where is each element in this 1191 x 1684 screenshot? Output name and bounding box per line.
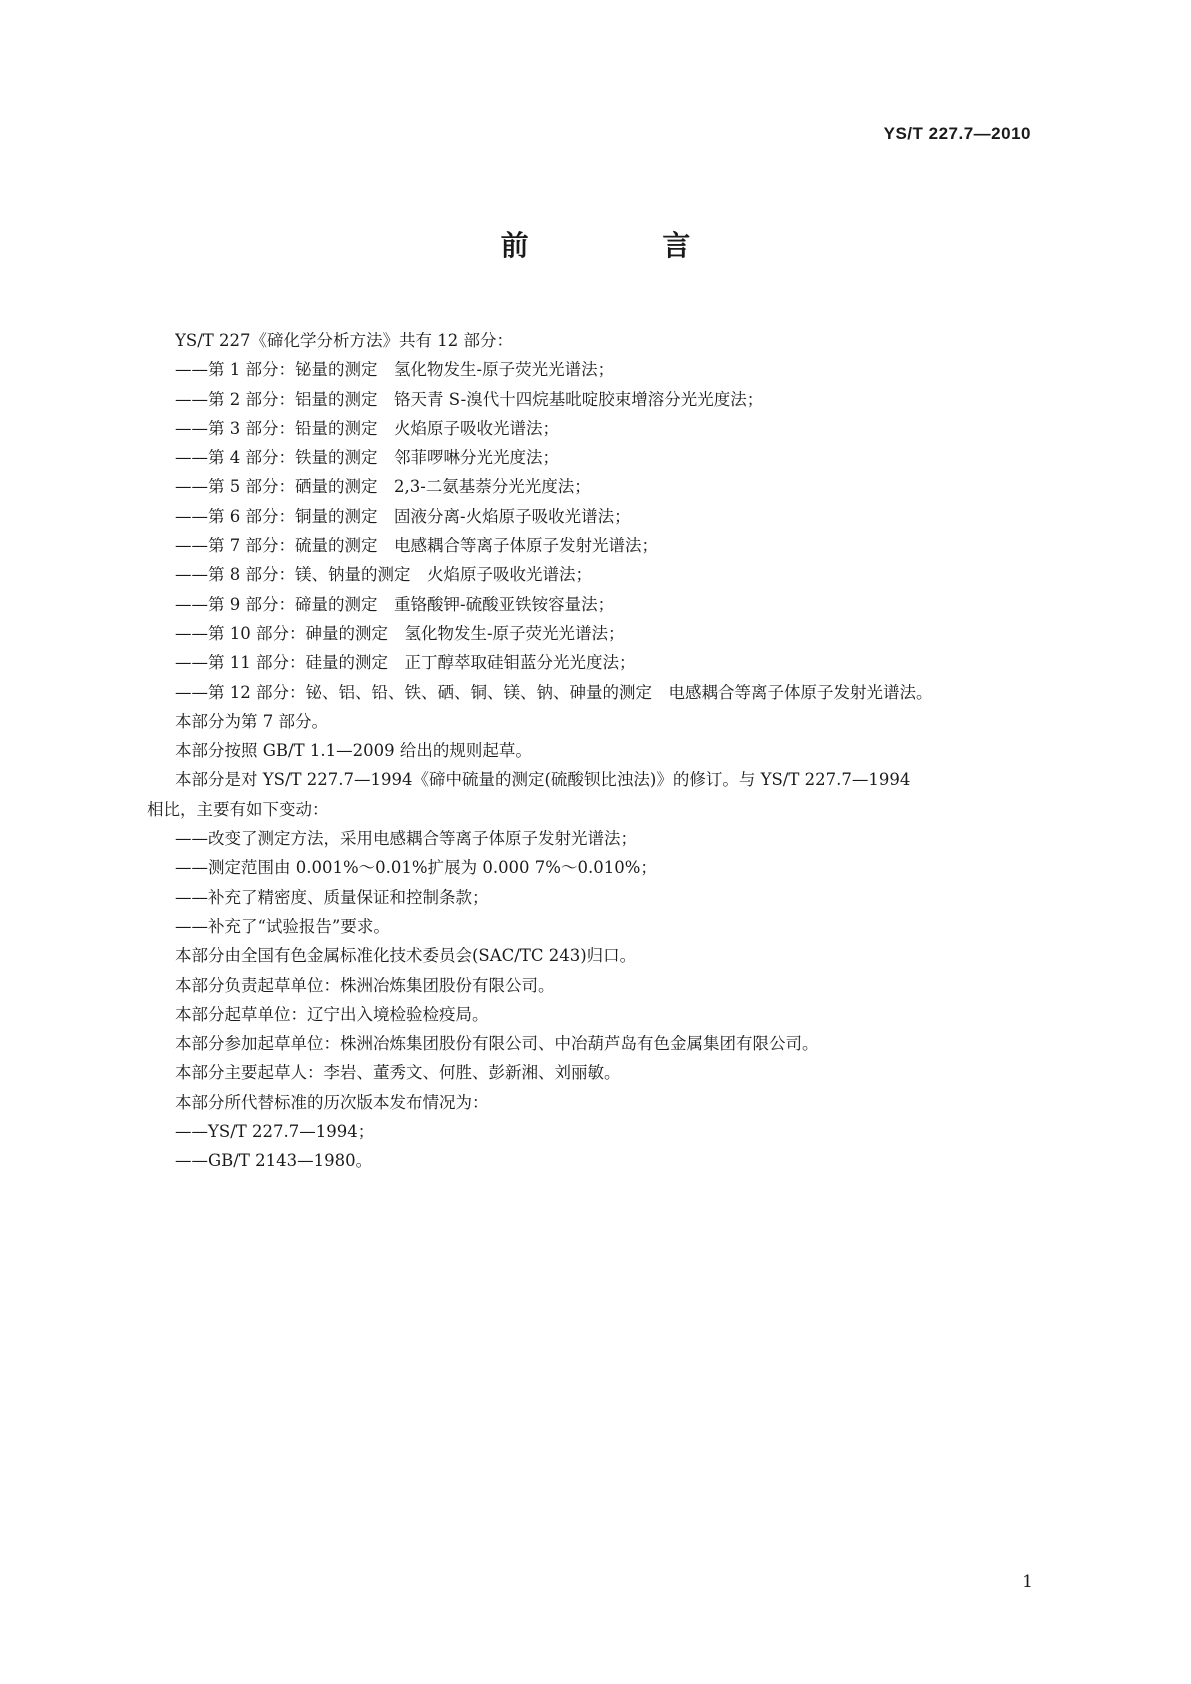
page-number: 1 [1022, 1572, 1033, 1592]
paragraph: 本部分起草单位：辽宁出入境检验检疫局。 [175, 1004, 489, 1024]
version-list-item: ——YS/T 227.7—1994； [175, 1122, 375, 1142]
part-list-item: ——第 4 部分：铁量的测定 邻菲啰啉分光光度法； [175, 448, 559, 468]
part-list-item: ——第 9 部分：碲量的测定 重铬酸钾-硫酸亚铁铵容量法； [175, 594, 615, 614]
paragraph: 本部分按照 GB/T 1.1—2009 给出的规则起草。 [175, 741, 532, 761]
part-list-item: ——第 11 部分：硅量的测定 正丁醇萃取硅钼蓝分光光度法； [175, 653, 636, 673]
paragraph: 本部分负责起草单位：株洲冶炼集团股份有限公司。 [175, 975, 555, 995]
paragraph-continuation: 相比，主要有如下变动： [147, 799, 329, 819]
intro-line: YS/T 227《碲化学分析方法》共有 12 部分： [175, 331, 513, 350]
paragraph: 本部分所代替标准的历次版本发布情况为： [175, 1092, 489, 1112]
paragraph: 本部分是对 YS/T 227.7—1994《碲中硫量的测定(硫酸钡比浊法)》的修订。与 YS/T 227.7—1994 [175, 770, 911, 790]
standard-code: YS/T 227.7—2010 [883, 124, 1031, 143]
part-list-item: ——第 7 部分：硫量的测定 电感耦合等离子体原子发射光谱法； [175, 536, 658, 556]
version-list-item: ——GB/T 2143—1980。 [175, 1151, 373, 1171]
paragraph: 本部分为第 7 部分。 [175, 711, 328, 731]
change-list-item: ——改变了测定方法，采用电感耦合等离子体原子发射光谱法； [175, 829, 637, 849]
preface-body [147, 326, 1060, 1176]
part-list-item: ——第 12 部分：铋、铝、铅、铁、硒、铜、镁、钠、砷量的测定 电感耦合等离子体原子发射光谱法。 [175, 682, 933, 702]
page-title: 前 言 [500, 229, 753, 262]
change-list-item: ——测定范围由 0.001%～0.01%扩展为 0.000 7%～0.010%； [175, 858, 657, 878]
part-list-item: ——第 8 部分：镁、钠量的测定 火焰原子吸收光谱法； [175, 565, 592, 585]
paragraph: 本部分由全国有色金属标准化技术委员会(SAC/TC 243)归口。 [175, 946, 637, 966]
part-list-item: ——第 10 部分：砷量的测定 氢化物发生-原子荧光光谱法； [175, 623, 625, 643]
part-list-item: ——第 6 部分：铜量的测定 固液分离-火焰原子吸收光谱法； [175, 506, 631, 526]
change-list-item: ——补充了精密度、质量保证和控制条款； [175, 887, 489, 907]
part-list-item: ——第 2 部分：铝量的测定 铬天青 S-溴代十四烷基吡啶胶束增溶分光光度法； [175, 389, 764, 409]
part-list-item: ——第 3 部分：铅量的测定 火焰原子吸收光谱法； [175, 418, 559, 438]
paragraph: 本部分参加起草单位：株洲冶炼集团股份有限公司、中冶葫芦岛有色金属集团有限公司。 [175, 1034, 819, 1054]
change-list-item: ——补充了“试验报告”要求。 [175, 916, 390, 936]
paragraph: 本部分主要起草人：李岩、董秀文、何胜、彭新湘、刘丽敏。 [175, 1063, 621, 1083]
part-list-item: ——第 5 部分：硒量的测定 2,3-二氨基萘分光光度法； [175, 477, 591, 497]
part-list-item: ——第 1 部分：铋量的测定 氢化物发生-原子荧光光谱法； [175, 360, 615, 380]
